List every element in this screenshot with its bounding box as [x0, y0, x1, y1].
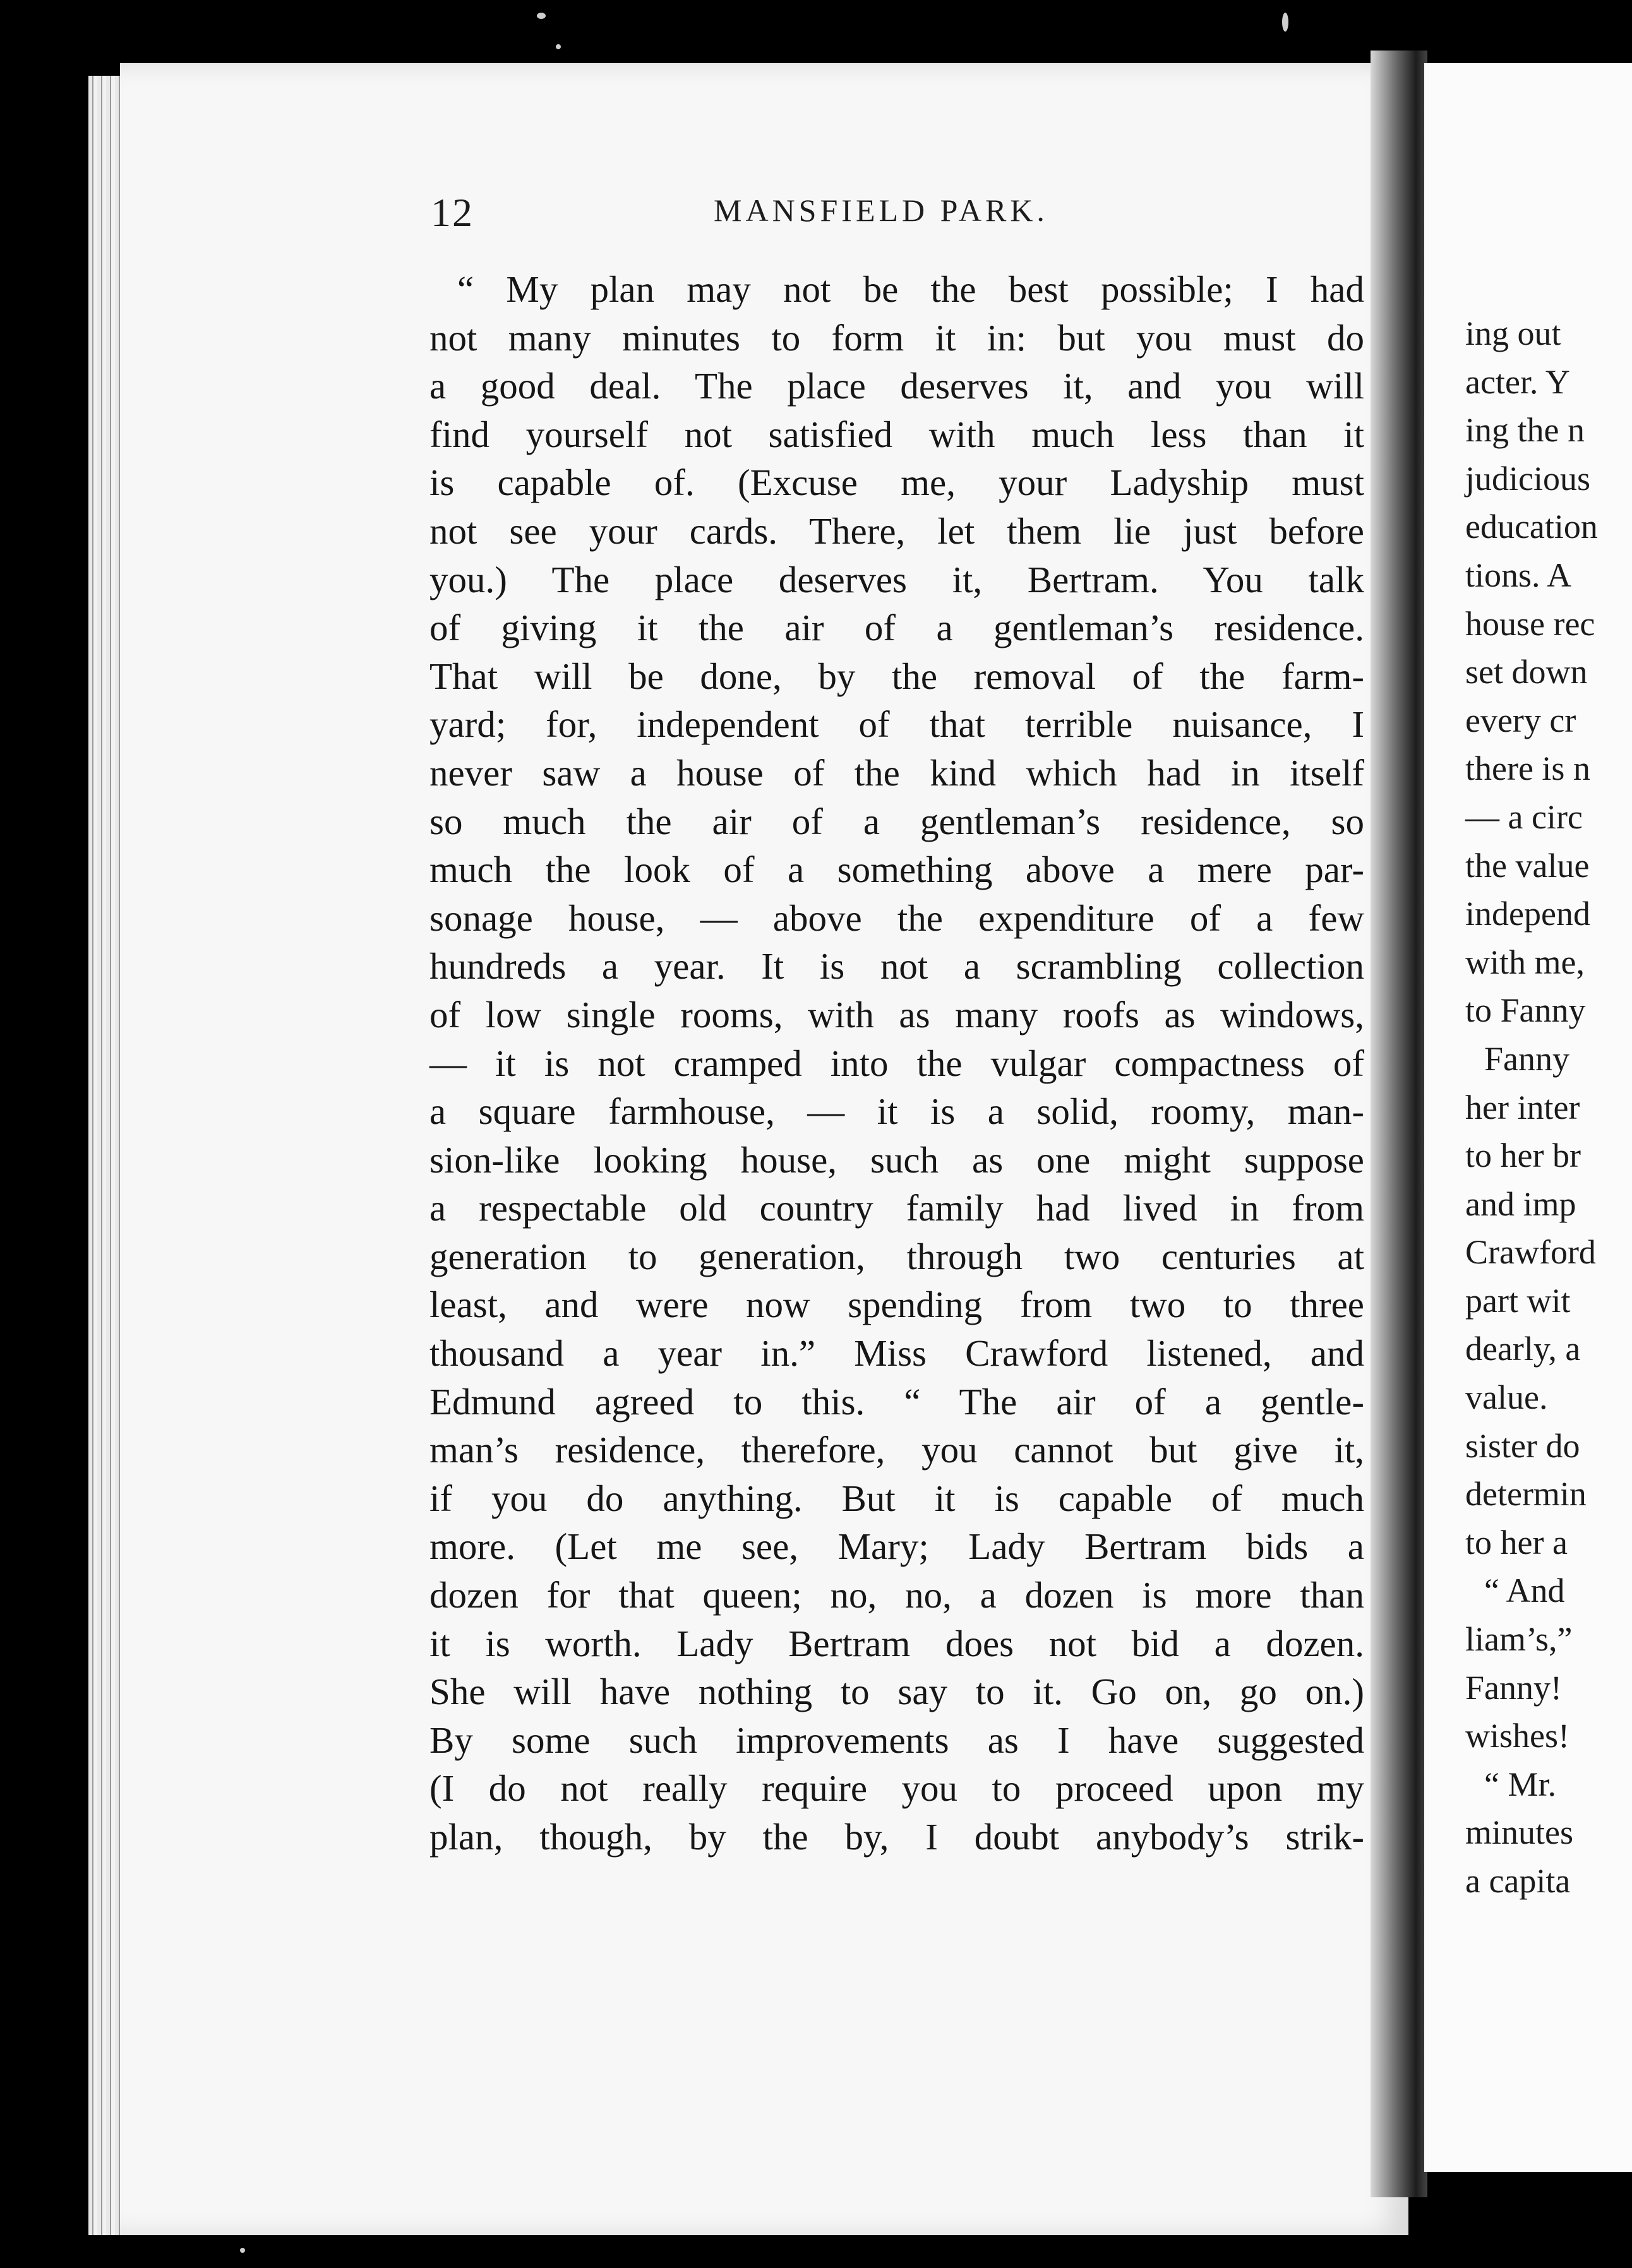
text-line: ing the n [1465, 411, 1585, 450]
text-line: you.) The place deserves it, Bertram. You talk [429, 558, 1364, 600]
text-line: a respectable old country family had lived in from [429, 1187, 1364, 1229]
scan-speck [1282, 13, 1288, 32]
page-number: 12 [431, 190, 474, 235]
text-line: with me, [1465, 943, 1585, 981]
text-line: dearly, a [1465, 1330, 1581, 1368]
text-line: a square farmhouse, — it is a solid, roomy, man- [429, 1090, 1364, 1133]
text-line: wishes! [1465, 1717, 1569, 1755]
text-line: a capita [1465, 1862, 1571, 1900]
text-line: house rec [1465, 604, 1595, 643]
text-line: By some such improvements as I have suggested [429, 1719, 1364, 1761]
text-line: — it is not cramped into the vulgar compactness of [429, 1042, 1364, 1084]
text-line: the value [1465, 846, 1590, 885]
text-line: ing out [1465, 314, 1561, 352]
text-line: if you do anything. But it is capable of much [429, 1477, 1364, 1519]
text-line: to her a [1465, 1523, 1568, 1561]
text-line: her inter [1465, 1088, 1580, 1126]
text-line: not many minutes to form it in: but you must do [429, 316, 1364, 359]
text-line: never saw a house of the kind which had in itself [429, 751, 1364, 794]
scan-speck [556, 44, 561, 49]
page-body-text [429, 265, 1364, 1861]
text-line: yard; for, independent of that terrible nuisance, I [429, 703, 1364, 746]
text-line: is capable of. (Excuse me, your Ladyship must [429, 462, 1364, 504]
text-line: find yourself not satisfied with much less than it [429, 413, 1364, 455]
text-line: education [1465, 508, 1598, 546]
text-line: “ My plan may not be the best possible; I had [457, 268, 1364, 310]
text-line: independ [1465, 895, 1590, 933]
facing-page-text [1465, 309, 1632, 1906]
text-line: sonage house, — above the expenditure of a few [429, 897, 1364, 939]
text-line: dozen for that queen; no, no, a dozen is more than [429, 1574, 1364, 1616]
text-line: She will have nothing to say to it. Go on, go on.) [429, 1671, 1364, 1713]
text-line: not see your cards. There, let them lie just before [429, 510, 1364, 552]
text-line: set down [1465, 653, 1588, 691]
text-line: judicious [1465, 459, 1590, 498]
text-line: hundreds a year. It is not a scrambling collection [429, 945, 1364, 988]
text-line: part wit [1465, 1281, 1571, 1320]
text-line: every cr [1465, 701, 1576, 739]
text-line: minutes [1465, 1813, 1573, 1852]
text-line: to her br [1465, 1137, 1581, 1175]
text-line: a good deal. The place deserves it, and you will [429, 365, 1364, 407]
running-head [431, 189, 1391, 240]
scan-speck [240, 2248, 245, 2253]
book-gutter-shadow [1371, 51, 1427, 2197]
text-line: — a circ [1465, 797, 1583, 836]
running-title: MANSFIELD PARK. [714, 193, 1048, 228]
text-line: so much the air of a gentleman’s residence, so [429, 800, 1364, 842]
text-line: Edmund agreed to this. “ The air of a gentle- [429, 1380, 1364, 1423]
text-line: plan, though, by the by, I doubt anybody’s strik- [429, 1816, 1364, 1858]
text-line: tions. A [1465, 556, 1572, 594]
text-line: to Fanny [1465, 991, 1586, 1030]
text-line: man’s residence, therefore, you cannot but give it, [429, 1429, 1364, 1471]
text-line: sister do [1465, 1426, 1580, 1465]
text-line: there is n [1465, 749, 1590, 788]
text-line: Fanny [1484, 1039, 1569, 1078]
text-line: it is worth. Lady Bertram does not bid a dozen. [429, 1622, 1364, 1664]
text-line: and imp [1465, 1185, 1576, 1223]
text-line: Crawford [1465, 1233, 1596, 1272]
text-line: least, and were now spending from two to three [429, 1284, 1364, 1326]
text-line: determin [1465, 1475, 1587, 1513]
text-line: of low single rooms, with as many roofs as windows, [429, 993, 1364, 1036]
text-line: sion-like looking house, such as one might suppose [429, 1138, 1364, 1181]
text-line: generation to generation, through two centuries at [429, 1235, 1364, 1277]
scan-speck [537, 13, 546, 19]
text-line: more. (Let me see, Mary; Lady Bertram bids a [429, 1525, 1364, 1568]
text-line: “ And [1484, 1572, 1565, 1610]
text-line: (I do not really require you to proceed upon my [429, 1767, 1364, 1810]
text-line: Fanny! [1465, 1668, 1562, 1707]
text-line: of giving it the air of a gentleman’s residence. [429, 607, 1364, 649]
text-line: acter. Y [1465, 362, 1570, 401]
text-line: That will be done, by the removal of the farm- [429, 655, 1364, 697]
text-line: “ Mr. [1484, 1765, 1556, 1803]
text-line: thousand a year in.” Miss Crawford listened, and [429, 1332, 1364, 1375]
text-line: value. [1465, 1378, 1548, 1417]
facing-page [1424, 63, 1632, 2172]
text-line: much the look of a something above a mere par- [429, 849, 1364, 891]
text-line: liam’s,” [1465, 1620, 1573, 1659]
